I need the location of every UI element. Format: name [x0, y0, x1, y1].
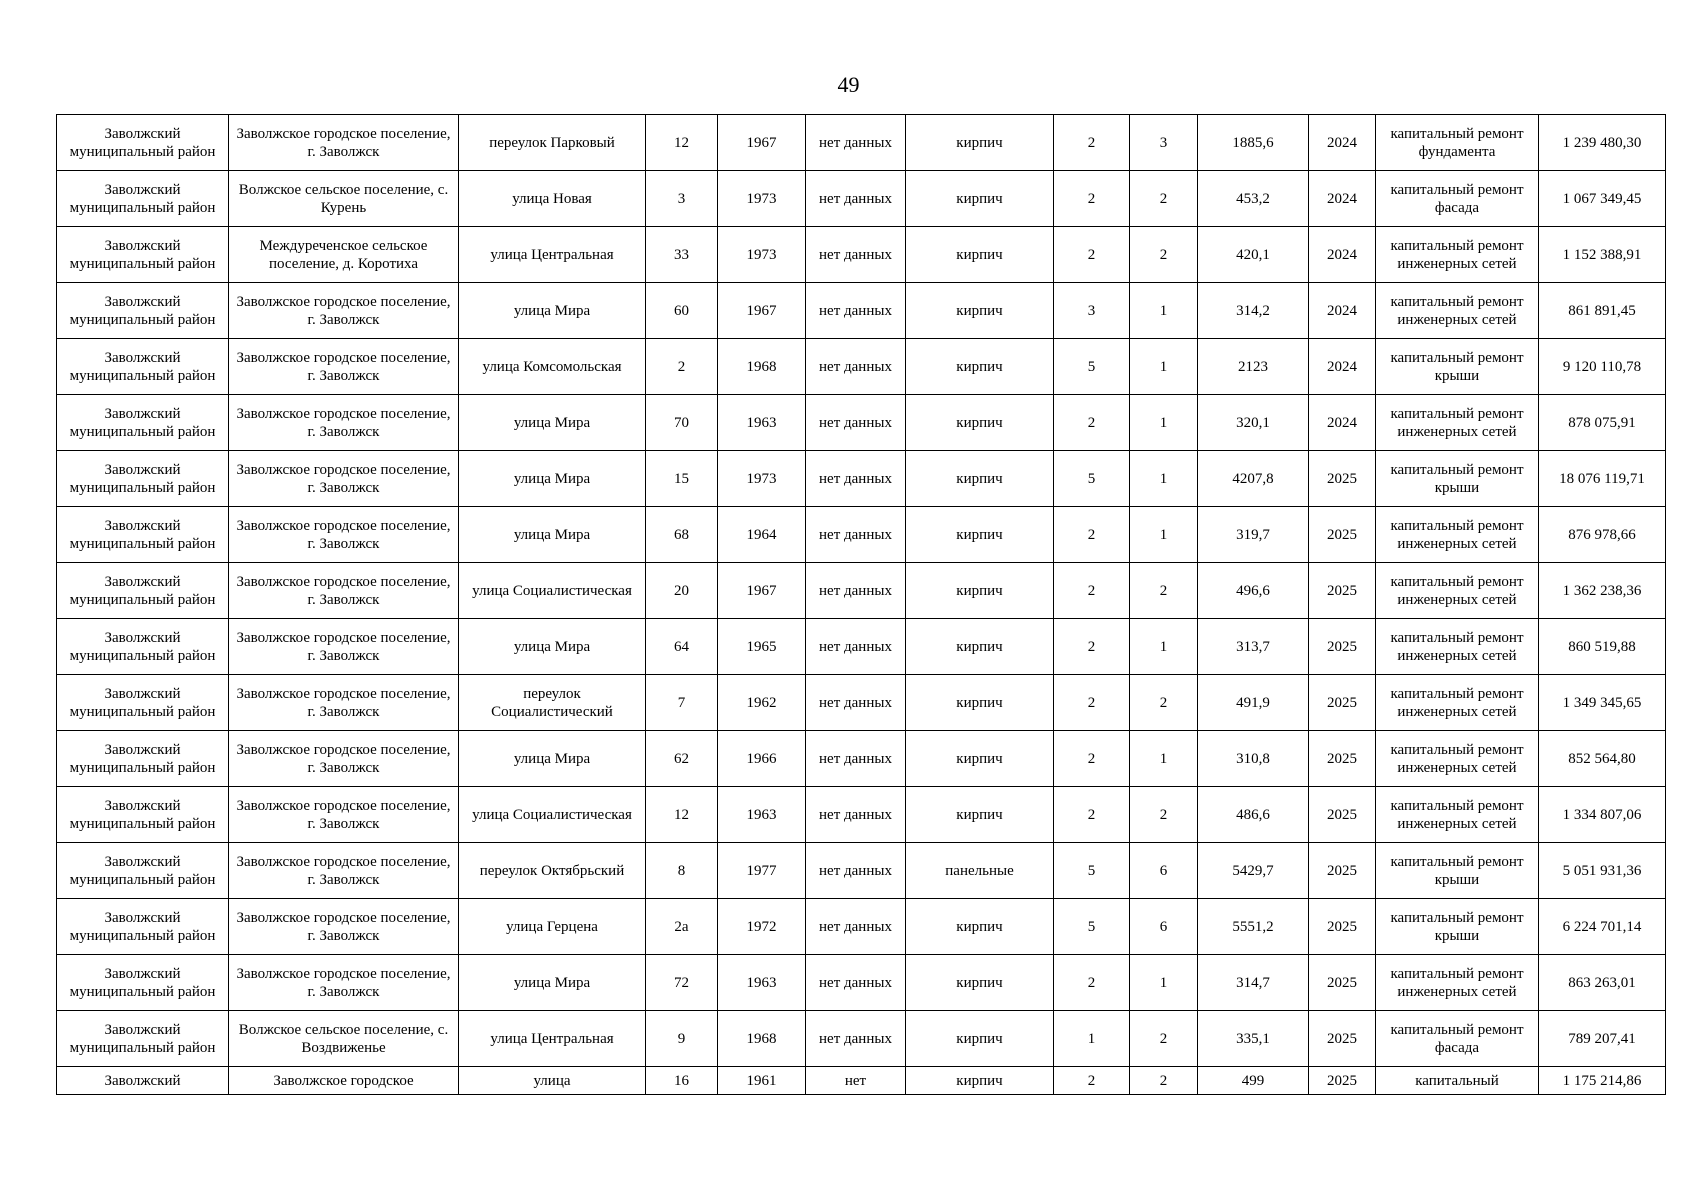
build-year-cell: 1966	[718, 731, 806, 787]
wall-material-cell: кирпич	[906, 787, 1054, 843]
wall-material-cell: кирпич	[906, 563, 1054, 619]
municipal-district-cell: Заволжский муниципальный район	[57, 171, 229, 227]
house-number-cell: 12	[646, 115, 718, 171]
build-year-cell: 1968	[718, 1011, 806, 1067]
cost-cell: 6 224 701,14	[1539, 899, 1666, 955]
settlement-cell: Заволжское городское поселение, г. Заволжск	[229, 731, 459, 787]
floors-cell: 5	[1054, 899, 1130, 955]
work-type-cell: капитальный ремонт крыши	[1376, 899, 1539, 955]
settlement-cell: Заволжское городское поселение, г. Заволжск	[229, 395, 459, 451]
plan-year-cell: 2025	[1309, 843, 1376, 899]
settlement-cell: Заволжское городское	[229, 1067, 459, 1095]
renovation-year-cell: нет данных	[806, 283, 906, 339]
cost-cell: 9 120 110,78	[1539, 339, 1666, 395]
renovation-year-cell: нет данных	[806, 1011, 906, 1067]
area-cell: 420,1	[1198, 227, 1309, 283]
cost-cell: 1 334 807,06	[1539, 787, 1666, 843]
cost-cell: 1 362 238,36	[1539, 563, 1666, 619]
street-cell: улица Мира	[459, 507, 646, 563]
house-number-cell: 64	[646, 619, 718, 675]
renovation-year-cell: нет данных	[806, 395, 906, 451]
build-year-cell: 1968	[718, 339, 806, 395]
area-cell: 313,7	[1198, 619, 1309, 675]
wall-material-cell: кирпич	[906, 283, 1054, 339]
build-year-cell: 1963	[718, 395, 806, 451]
table-row	[57, 451, 1666, 507]
build-year-cell: 1964	[718, 507, 806, 563]
table-row	[57, 1067, 1666, 1095]
renovation-year-cell: нет данных	[806, 787, 906, 843]
cost-cell: 5 051 931,36	[1539, 843, 1666, 899]
area-cell: 1885,6	[1198, 115, 1309, 171]
cost-cell: 1 239 480,30	[1539, 115, 1666, 171]
table-row	[57, 843, 1666, 899]
cost-cell: 1 175 214,86	[1539, 1067, 1666, 1095]
renovation-year-cell: нет данных	[806, 563, 906, 619]
wall-material-cell: кирпич	[906, 675, 1054, 731]
area-cell: 2123	[1198, 339, 1309, 395]
street-cell: улица Социалистическая	[459, 563, 646, 619]
work-type-cell: капитальный ремонт фасада	[1376, 171, 1539, 227]
floors-cell: 2	[1054, 787, 1130, 843]
cost-cell: 863 263,01	[1539, 955, 1666, 1011]
house-number-cell: 2а	[646, 899, 718, 955]
street-cell: улица Мира	[459, 451, 646, 507]
house-number-cell: 62	[646, 731, 718, 787]
table-row	[57, 227, 1666, 283]
work-type-cell: капитальный ремонт крыши	[1376, 339, 1539, 395]
cost-cell: 789 207,41	[1539, 1011, 1666, 1067]
area-cell: 314,2	[1198, 283, 1309, 339]
table-row	[57, 899, 1666, 955]
wall-material-cell: кирпич	[906, 395, 1054, 451]
entrances-cell: 1	[1130, 451, 1198, 507]
area-cell: 486,6	[1198, 787, 1309, 843]
entrances-cell: 1	[1130, 507, 1198, 563]
cost-cell: 18 076 119,71	[1539, 451, 1666, 507]
renovation-year-cell: нет данных	[806, 227, 906, 283]
street-cell: улица Социалистическая	[459, 787, 646, 843]
municipal-district-cell: Заволжский	[57, 1067, 229, 1095]
work-type-cell: капитальный ремонт крыши	[1376, 451, 1539, 507]
build-year-cell: 1967	[718, 563, 806, 619]
plan-year-cell: 2025	[1309, 899, 1376, 955]
table-row	[57, 507, 1666, 563]
municipal-district-cell: Заволжский муниципальный район	[57, 115, 229, 171]
cost-cell: 1 349 345,65	[1539, 675, 1666, 731]
area-cell: 5429,7	[1198, 843, 1309, 899]
street-cell: улица Мира	[459, 955, 646, 1011]
floors-cell: 1	[1054, 1011, 1130, 1067]
work-type-cell: капитальный ремонт инженерных сетей	[1376, 731, 1539, 787]
build-year-cell: 1965	[718, 619, 806, 675]
settlement-cell: Заволжское городское поселение, г. Заволжск	[229, 339, 459, 395]
entrances-cell: 1	[1130, 283, 1198, 339]
area-cell: 4207,8	[1198, 451, 1309, 507]
municipal-district-cell: Заволжский муниципальный район	[57, 619, 229, 675]
wall-material-cell: кирпич	[906, 731, 1054, 787]
plan-year-cell: 2025	[1309, 1011, 1376, 1067]
renovation-year-cell: нет данных	[806, 955, 906, 1011]
entrances-cell: 2	[1130, 787, 1198, 843]
settlement-cell: Заволжское городское поселение, г. Заволжск	[229, 955, 459, 1011]
street-cell: улица Центральная	[459, 1011, 646, 1067]
wall-material-cell: кирпич	[906, 227, 1054, 283]
municipal-district-cell: Заволжский муниципальный район	[57, 395, 229, 451]
street-cell: улица Мира	[459, 283, 646, 339]
build-year-cell: 1977	[718, 843, 806, 899]
plan-year-cell: 2024	[1309, 227, 1376, 283]
wall-material-cell: кирпич	[906, 339, 1054, 395]
settlement-cell: Заволжское городское поселение, г. Заволжск	[229, 619, 459, 675]
municipal-district-cell: Заволжский муниципальный район	[57, 227, 229, 283]
plan-year-cell: 2025	[1309, 451, 1376, 507]
floors-cell: 2	[1054, 675, 1130, 731]
plan-year-cell: 2024	[1309, 283, 1376, 339]
table-row	[57, 787, 1666, 843]
plan-year-cell: 2025	[1309, 507, 1376, 563]
area-cell: 314,7	[1198, 955, 1309, 1011]
build-year-cell: 1967	[718, 283, 806, 339]
street-cell: улица Центральная	[459, 227, 646, 283]
work-type-cell: капитальный	[1376, 1067, 1539, 1095]
wall-material-cell: кирпич	[906, 115, 1054, 171]
street-cell: улица Герцена	[459, 899, 646, 955]
settlement-cell: Заволжское городское поселение, г. Заволжск	[229, 675, 459, 731]
floors-cell: 2	[1054, 955, 1130, 1011]
entrances-cell: 1	[1130, 731, 1198, 787]
build-year-cell: 1967	[718, 115, 806, 171]
settlement-cell: Заволжское городское поселение, г. Заволжск	[229, 899, 459, 955]
table-row	[57, 115, 1666, 171]
build-year-cell: 1973	[718, 227, 806, 283]
entrances-cell: 2	[1130, 171, 1198, 227]
renovation-year-cell: нет	[806, 1067, 906, 1095]
build-year-cell: 1961	[718, 1067, 806, 1095]
entrances-cell: 2	[1130, 1011, 1198, 1067]
settlement-cell: Заволжское городское поселение, г. Заволжск	[229, 563, 459, 619]
street-cell: улица Мира	[459, 731, 646, 787]
area-cell: 496,6	[1198, 563, 1309, 619]
settlement-cell: Заволжское городское поселение, г. Заволжск	[229, 843, 459, 899]
plan-year-cell: 2025	[1309, 675, 1376, 731]
work-type-cell: капитальный ремонт инженерных сетей	[1376, 395, 1539, 451]
wall-material-cell: кирпич	[906, 899, 1054, 955]
renovation-year-cell: нет данных	[806, 507, 906, 563]
municipal-district-cell: Заволжский муниципальный район	[57, 283, 229, 339]
cost-cell: 861 891,45	[1539, 283, 1666, 339]
cost-cell: 860 519,88	[1539, 619, 1666, 675]
renovation-year-cell: нет данных	[806, 675, 906, 731]
street-cell: улица Новая	[459, 171, 646, 227]
renovation-year-cell: нет данных	[806, 843, 906, 899]
work-type-cell: капитальный ремонт инженерных сетей	[1376, 507, 1539, 563]
municipal-district-cell: Заволжский муниципальный район	[57, 563, 229, 619]
housing-repair-table	[56, 114, 1666, 1095]
house-number-cell: 68	[646, 507, 718, 563]
floors-cell: 2	[1054, 395, 1130, 451]
build-year-cell: 1963	[718, 955, 806, 1011]
plan-year-cell: 2025	[1309, 787, 1376, 843]
build-year-cell: 1963	[718, 787, 806, 843]
area-cell: 319,7	[1198, 507, 1309, 563]
municipal-district-cell: Заволжский муниципальный район	[57, 675, 229, 731]
municipal-district-cell: Заволжский муниципальный район	[57, 843, 229, 899]
work-type-cell: капитальный ремонт крыши	[1376, 843, 1539, 899]
entrances-cell: 1	[1130, 395, 1198, 451]
table-row	[57, 731, 1666, 787]
street-cell: улица	[459, 1067, 646, 1095]
house-number-cell: 16	[646, 1067, 718, 1095]
table-row	[57, 395, 1666, 451]
table-row	[57, 955, 1666, 1011]
plan-year-cell: 2025	[1309, 1067, 1376, 1095]
work-type-cell: капитальный ремонт фасада	[1376, 1011, 1539, 1067]
municipal-district-cell: Заволжский муниципальный район	[57, 955, 229, 1011]
settlement-cell: Заволжское городское поселение, г. Заволжск	[229, 507, 459, 563]
cost-cell: 878 075,91	[1539, 395, 1666, 451]
page-number: 49	[837, 72, 860, 97]
house-number-cell: 20	[646, 563, 718, 619]
build-year-cell: 1973	[718, 171, 806, 227]
entrances-cell: 1	[1130, 619, 1198, 675]
build-year-cell: 1972	[718, 899, 806, 955]
entrances-cell: 2	[1130, 563, 1198, 619]
work-type-cell: капитальный ремонт инженерных сетей	[1376, 787, 1539, 843]
build-year-cell: 1973	[718, 451, 806, 507]
wall-material-cell: кирпич	[906, 955, 1054, 1011]
floors-cell: 2	[1054, 1067, 1130, 1095]
house-number-cell: 2	[646, 339, 718, 395]
entrances-cell: 2	[1130, 1067, 1198, 1095]
area-cell: 310,8	[1198, 731, 1309, 787]
entrances-cell: 6	[1130, 843, 1198, 899]
entrances-cell: 2	[1130, 675, 1198, 731]
plan-year-cell: 2024	[1309, 171, 1376, 227]
settlement-cell: Заволжское городское поселение, г. Заволжск	[229, 787, 459, 843]
entrances-cell: 3	[1130, 115, 1198, 171]
plan-year-cell: 2025	[1309, 731, 1376, 787]
street-cell: переулок Октябрьский	[459, 843, 646, 899]
entrances-cell: 1	[1130, 339, 1198, 395]
house-number-cell: 15	[646, 451, 718, 507]
work-type-cell: капитальный ремонт инженерных сетей	[1376, 619, 1539, 675]
area-cell: 335,1	[1198, 1011, 1309, 1067]
house-number-cell: 7	[646, 675, 718, 731]
build-year-cell: 1962	[718, 675, 806, 731]
settlement-cell: Заволжское городское поселение, г. Заволжск	[229, 451, 459, 507]
settlement-cell: Волжское сельское поселение, с. Воздвиженье	[229, 1011, 459, 1067]
street-cell: улица Комсомольская	[459, 339, 646, 395]
renovation-year-cell: нет данных	[806, 451, 906, 507]
house-number-cell: 60	[646, 283, 718, 339]
renovation-year-cell: нет данных	[806, 115, 906, 171]
floors-cell: 2	[1054, 563, 1130, 619]
renovation-year-cell: нет данных	[806, 731, 906, 787]
municipal-district-cell: Заволжский муниципальный район	[57, 339, 229, 395]
cost-cell: 852 564,80	[1539, 731, 1666, 787]
street-cell: улица Мира	[459, 619, 646, 675]
floors-cell: 2	[1054, 171, 1130, 227]
cost-cell: 1 152 388,91	[1539, 227, 1666, 283]
plan-year-cell: 2024	[1309, 115, 1376, 171]
municipal-district-cell: Заволжский муниципальный район	[57, 787, 229, 843]
table-row	[57, 339, 1666, 395]
house-number-cell: 8	[646, 843, 718, 899]
floors-cell: 5	[1054, 451, 1130, 507]
entrances-cell: 6	[1130, 899, 1198, 955]
floors-cell: 2	[1054, 227, 1130, 283]
work-type-cell: капитальный ремонт инженерных сетей	[1376, 563, 1539, 619]
table-row	[57, 563, 1666, 619]
floors-cell: 2	[1054, 507, 1130, 563]
settlement-cell: Междуреченское сельское поселение, д. Коротиха	[229, 227, 459, 283]
house-number-cell: 9	[646, 1011, 718, 1067]
renovation-year-cell: нет данных	[806, 339, 906, 395]
work-type-cell: капитальный ремонт инженерных сетей	[1376, 227, 1539, 283]
plan-year-cell: 2024	[1309, 395, 1376, 451]
street-cell: улица Мира	[459, 395, 646, 451]
table-row	[57, 283, 1666, 339]
area-cell: 499	[1198, 1067, 1309, 1095]
table-body	[57, 115, 1666, 1095]
area-cell: 491,9	[1198, 675, 1309, 731]
work-type-cell: капитальный ремонт фундамента	[1376, 115, 1539, 171]
street-cell: переулок Парковый	[459, 115, 646, 171]
table-row	[57, 171, 1666, 227]
table-row	[57, 675, 1666, 731]
work-type-cell: капитальный ремонт инженерных сетей	[1376, 955, 1539, 1011]
wall-material-cell: кирпич	[906, 171, 1054, 227]
floors-cell: 2	[1054, 115, 1130, 171]
plan-year-cell: 2024	[1309, 339, 1376, 395]
house-number-cell: 3	[646, 171, 718, 227]
cost-cell: 1 067 349,45	[1539, 171, 1666, 227]
house-number-cell: 72	[646, 955, 718, 1011]
plan-year-cell: 2025	[1309, 619, 1376, 675]
municipal-district-cell: Заволжский муниципальный район	[57, 899, 229, 955]
settlement-cell: Заволжское городское поселение, г. Заволжск	[229, 283, 459, 339]
settlement-cell: Заволжское городское поселение, г. Заволжск	[229, 115, 459, 171]
municipal-district-cell: Заволжский муниципальный район	[57, 507, 229, 563]
wall-material-cell: кирпич	[906, 1011, 1054, 1067]
house-number-cell: 12	[646, 787, 718, 843]
municipal-district-cell: Заволжский муниципальный район	[57, 1011, 229, 1067]
entrances-cell: 2	[1130, 227, 1198, 283]
floors-cell: 2	[1054, 619, 1130, 675]
plan-year-cell: 2025	[1309, 563, 1376, 619]
floors-cell: 5	[1054, 843, 1130, 899]
work-type-cell: капитальный ремонт инженерных сетей	[1376, 283, 1539, 339]
house-number-cell: 70	[646, 395, 718, 451]
work-type-cell: капитальный ремонт инженерных сетей	[1376, 675, 1539, 731]
street-cell: переулок Социалистический	[459, 675, 646, 731]
settlement-cell: Волжское сельское поселение, с. Курень	[229, 171, 459, 227]
floors-cell: 3	[1054, 283, 1130, 339]
area-cell: 5551,2	[1198, 899, 1309, 955]
floors-cell: 2	[1054, 731, 1130, 787]
municipal-district-cell: Заволжский муниципальный район	[57, 731, 229, 787]
renovation-year-cell: нет данных	[806, 619, 906, 675]
wall-material-cell: кирпич	[906, 1067, 1054, 1095]
plan-year-cell: 2025	[1309, 955, 1376, 1011]
cost-cell: 876 978,66	[1539, 507, 1666, 563]
wall-material-cell: панельные	[906, 843, 1054, 899]
table-row	[57, 1011, 1666, 1067]
area-cell: 320,1	[1198, 395, 1309, 451]
floors-cell: 5	[1054, 339, 1130, 395]
table-row	[57, 619, 1666, 675]
area-cell: 453,2	[1198, 171, 1309, 227]
municipal-district-cell: Заволжский муниципальный район	[57, 451, 229, 507]
house-number-cell: 33	[646, 227, 718, 283]
renovation-year-cell: нет данных	[806, 899, 906, 955]
wall-material-cell: кирпич	[906, 451, 1054, 507]
renovation-year-cell: нет данных	[806, 171, 906, 227]
entrances-cell: 1	[1130, 955, 1198, 1011]
wall-material-cell: кирпич	[906, 619, 1054, 675]
wall-material-cell: кирпич	[906, 507, 1054, 563]
